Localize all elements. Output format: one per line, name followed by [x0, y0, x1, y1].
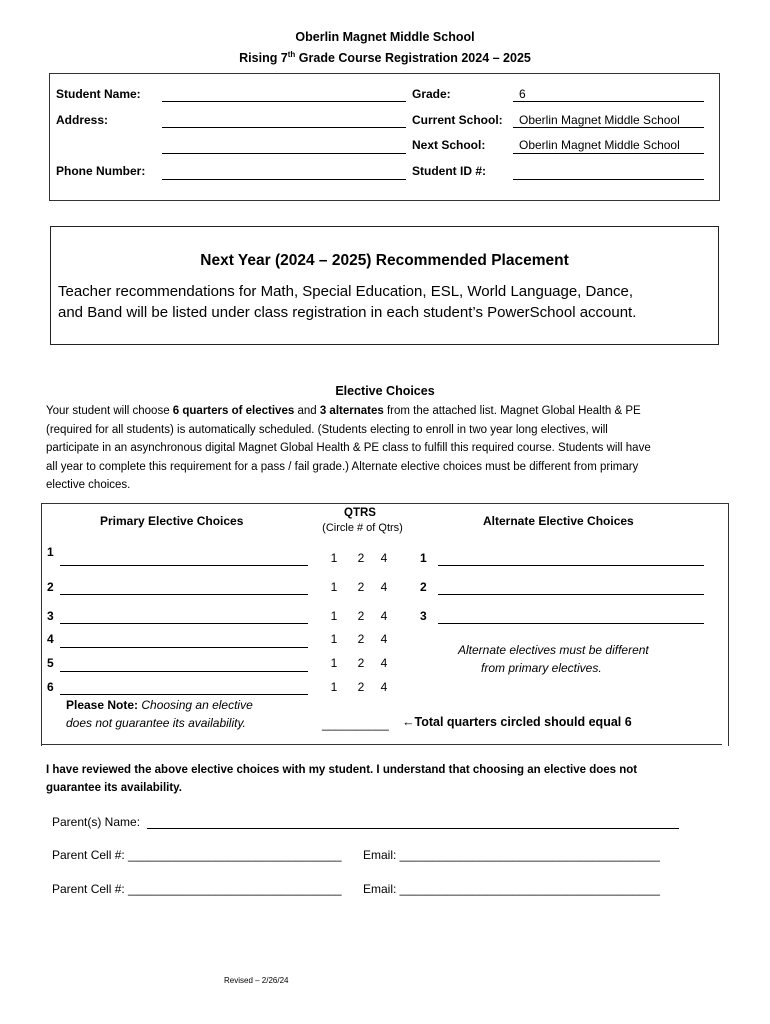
phone-field[interactable] — [162, 179, 406, 180]
phone-label: Phone Number: — [56, 164, 146, 178]
qtr-option-4[interactable]: 4 — [380, 656, 388, 670]
alternate-choice-field[interactable] — [438, 594, 704, 595]
electives-line-5: elective choices. — [46, 479, 131, 491]
address-field-2[interactable] — [162, 153, 406, 154]
primary-choice-field[interactable] — [60, 694, 308, 695]
qtr-option-2[interactable]: 2 — [357, 580, 365, 594]
primary-row-num: 3 — [47, 609, 54, 623]
elective-table-bottom — [41, 744, 722, 745]
placement-heading: Next Year (2024 – 2025) Recommended Placement — [200, 252, 569, 269]
qtr-option-1[interactable]: 1 — [330, 551, 338, 565]
primary-choice-field[interactable] — [60, 623, 308, 624]
revised-date: Revised – 2/26/24 — [224, 976, 289, 985]
qtr-option-2[interactable]: 2 — [357, 551, 365, 565]
alternate-header: Alternate Elective Choices — [483, 514, 634, 528]
current-school-field[interactable] — [513, 127, 704, 128]
alternate-choice-field[interactable] — [438, 623, 704, 624]
qtrs-subheader: (Circle # of Qtrs) — [322, 522, 403, 534]
title-pre: Rising 7 — [239, 51, 288, 65]
address-label: Address: — [56, 113, 109, 127]
student-info-box — [49, 73, 720, 201]
primary-choice-field[interactable] — [60, 565, 308, 566]
qtr-option-4[interactable]: 4 — [380, 609, 388, 623]
total-quarters-note: ←Total quarters circled should equal 6 — [402, 715, 632, 729]
electives-paragraph — [46, 402, 651, 495]
address-field-1[interactable] — [162, 127, 406, 128]
placement-line-2: and Band will be listed under class registration in each student’s PowerSchool account. — [58, 304, 637, 321]
parent-name-label: Parent(s) Name: — [52, 815, 141, 829]
total-quarters-field[interactable]: __________ — [322, 717, 389, 731]
student-id-field[interactable] — [513, 179, 704, 180]
page-title — [0, 51, 770, 65]
electives-text-e: from the attached list. Magnet Global Health & PE — [383, 405, 641, 417]
alternate-note-line-2: from primary electives. — [481, 661, 602, 675]
current-school-value: Oberlin Magnet Middle School — [519, 113, 680, 127]
qtr-option-4[interactable]: 4 — [380, 580, 388, 594]
qtr-option-2[interactable]: 2 — [357, 609, 365, 623]
qtr-option-4[interactable]: 4 — [380, 680, 388, 694]
title-sup: th — [287, 49, 296, 59]
student-name-field[interactable] — [162, 101, 406, 102]
student-name-label: Student Name: — [56, 87, 141, 101]
primary-row-num: 6 — [47, 680, 54, 694]
note-label: Please Note: — [66, 698, 139, 712]
next-school-label: Next School: — [412, 138, 486, 152]
qtr-option-1[interactable]: 1 — [330, 632, 338, 646]
primary-row-num: 5 — [47, 656, 54, 670]
parent-cell-1[interactable]: Parent Cell #: ________________________________ — [52, 848, 342, 862]
title-post: Grade Course Registration 2024 – 2025 — [295, 51, 531, 65]
electives-alternates-bold: 3 alternates — [319, 405, 384, 417]
qtr-option-1[interactable]: 1 — [330, 609, 338, 623]
electives-quarters-bold: 6 quarters of electives — [172, 405, 295, 417]
note-text-1: Choosing an elective — [138, 698, 253, 712]
parent-email-2[interactable]: Email: _______________________________________ — [363, 882, 660, 896]
grade-label: Grade: — [412, 87, 451, 101]
qtr-option-2[interactable]: 2 — [357, 632, 365, 646]
qtr-option-1[interactable]: 1 — [330, 680, 338, 694]
note-line-2: does not guarantee its availability. — [66, 716, 246, 730]
primary-row-num: 2 — [47, 580, 54, 594]
primary-row-num: 1 — [47, 545, 54, 559]
qtrs-header: QTRS — [344, 507, 376, 519]
electives-line-3: participate in an asynchronous digital Magnet Global Health & PE class to fulfill this required course. Students will have — [46, 442, 651, 454]
electives-text-a: Your student will choose — [46, 405, 173, 417]
alternate-row-num: 3 — [420, 609, 427, 623]
next-school-value: Oberlin Magnet Middle School — [519, 138, 680, 152]
parent-name-field[interactable] — [147, 828, 679, 829]
alternate-row-num: 1 — [420, 551, 427, 565]
student-id-label: Student ID #: — [412, 164, 486, 178]
electives-heading: Elective Choices — [335, 384, 435, 398]
qtr-option-1[interactable]: 1 — [330, 580, 338, 594]
ack-line-2: guarantee its availability. — [46, 782, 182, 794]
primary-choice-field[interactable] — [60, 594, 308, 595]
primary-header: Primary Elective Choices — [100, 514, 244, 528]
primary-choice-field[interactable] — [60, 671, 308, 672]
alternate-note-line-1: Alternate electives must be different — [458, 643, 649, 657]
alternate-row-num: 2 — [420, 580, 427, 594]
alternate-choice-field[interactable] — [438, 565, 704, 566]
qtr-option-2[interactable]: 2 — [357, 656, 365, 670]
grade-value: 6 — [519, 87, 526, 101]
electives-line-4: all year to complete this requirement for a pass / fail grade.) Alternate elective choices must be different from primary — [46, 460, 639, 473]
electives-text-c: and — [294, 405, 320, 417]
next-school-field[interactable] — [513, 153, 704, 154]
note-line-1 — [66, 698, 253, 712]
primary-choice-field[interactable] — [60, 647, 308, 648]
ack-line-1: I have reviewed the above elective choices with my student. I understand that choosing an elective does not — [46, 764, 638, 776]
qtr-option-2[interactable]: 2 — [357, 680, 365, 694]
qtr-option-1[interactable]: 1 — [330, 656, 338, 670]
school-name: Oberlin Magnet Middle School — [295, 30, 475, 44]
qtr-option-4[interactable]: 4 — [380, 632, 388, 646]
electives-line-1 — [46, 402, 651, 421]
grade-field[interactable] — [513, 101, 704, 102]
electives-line-2: (required for all students) is automatically scheduled. (Students electing to enroll in two year long electives, will — [46, 423, 608, 436]
qtr-option-4[interactable]: 4 — [380, 551, 388, 565]
primary-row-num: 4 — [47, 632, 54, 646]
parent-cell-2[interactable]: Parent Cell #: ________________________________ — [52, 882, 342, 896]
current-school-label: Current School: — [412, 113, 503, 127]
parent-email-1[interactable]: Email: _______________________________________ — [363, 848, 660, 862]
placement-line-1: Teacher recommendations for Math, Special Education, ESL, World Language, Dance, — [58, 283, 634, 300]
